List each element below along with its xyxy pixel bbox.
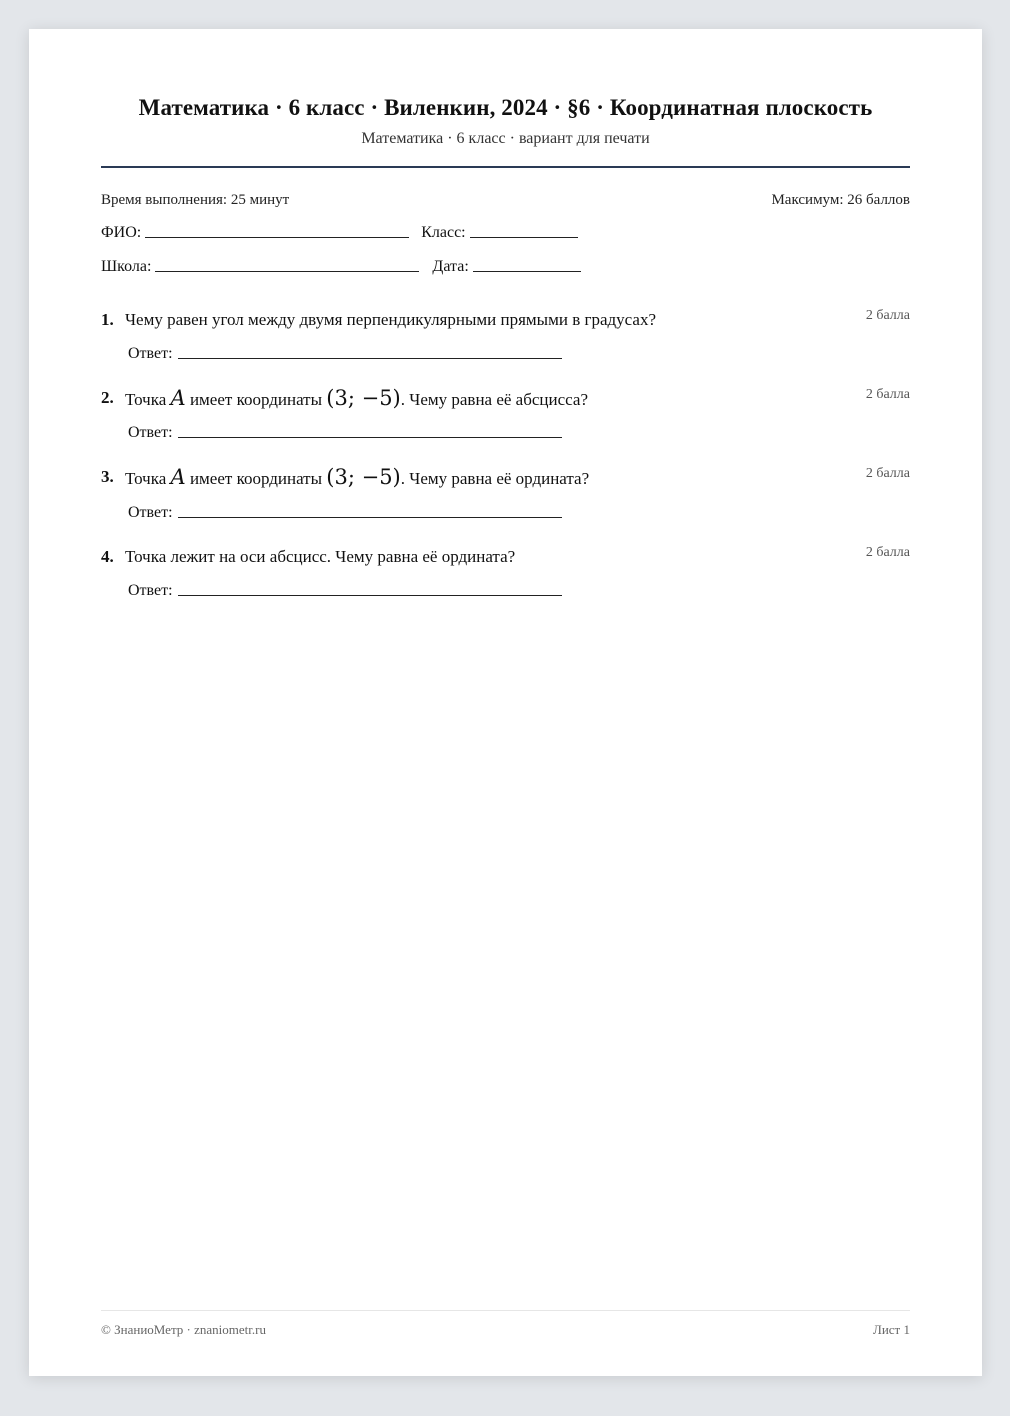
point-coordinates: (3; −5) (326, 465, 401, 489)
question-text-after: . Чему равна её абсцисса? (400, 390, 588, 409)
question-text-before: Точка (125, 469, 171, 488)
point-variable: A (170, 465, 186, 489)
page-subtitle: Математика · 6 класс · вариант для печати (361, 130, 650, 147)
name-label: ФИО: (101, 224, 142, 241)
point-variable: A (170, 386, 186, 410)
point-coordinates: (3; −5) (326, 386, 401, 410)
answer-label: Ответ: (128, 345, 173, 362)
question-text: Точка лежит на оси абсцисс. Чему равна её ордината? (125, 547, 516, 566)
answer-field[interactable] (178, 517, 562, 518)
time-limit: Время выполнения: 25 минут (101, 192, 290, 208)
answer-field[interactable] (178, 358, 562, 359)
question-points: 2 балла (865, 387, 910, 402)
answer-label: Ответ: (128, 504, 173, 521)
date-label: Дата: (432, 258, 469, 275)
answer-field[interactable] (178, 595, 562, 596)
question-text: Чему равен угол между двумя перпендикулярными прямыми в градусах? (125, 310, 656, 329)
question-text-mid: имеет координаты (185, 469, 327, 488)
question-text (125, 465, 589, 489)
question-points: 2 балла (865, 308, 910, 323)
school-field[interactable] (155, 270, 419, 272)
question-text-after: . Чему равна её ордината? (400, 469, 590, 488)
max-score: Максимум: 26 баллов (771, 192, 910, 208)
footer-page-number: Лист 1 (873, 1322, 910, 1337)
question-number: 4. (101, 547, 114, 566)
question-text-before: Точка (125, 390, 171, 409)
class-label: Класс: (421, 224, 466, 241)
footer-divider (101, 1310, 910, 1311)
answer-row (128, 345, 562, 363)
question-text-mid: имеет координаты (185, 390, 327, 409)
answer-field[interactable] (178, 437, 562, 438)
answer-label: Ответ: (128, 582, 173, 599)
question-text (125, 386, 588, 410)
class-field[interactable] (470, 236, 578, 238)
page-content (101, 29, 910, 1376)
page-title: Математика · 6 класс · Виленкин, 2024 · §6 · Координатная плоскость (138, 95, 873, 120)
answer-row (128, 582, 562, 600)
answer-label: Ответ: (128, 424, 173, 441)
question-number: 1. (101, 310, 114, 329)
date-field[interactable] (473, 270, 581, 272)
worksheet-page (29, 29, 982, 1376)
question-number: 3. (101, 467, 114, 486)
school-label: Школа: (101, 258, 152, 275)
answer-row (128, 424, 562, 442)
question-number: 2. (101, 388, 114, 407)
question-points: 2 балла (865, 545, 910, 560)
question-points: 2 балла (865, 466, 910, 481)
answer-row (128, 504, 562, 522)
name-class-row (101, 224, 578, 242)
header-divider (101, 166, 910, 168)
footer-copyright: © ЗнаниоМетр · znaniometr.ru (101, 1322, 266, 1337)
school-date-row (101, 258, 581, 276)
name-field[interactable] (145, 236, 409, 238)
